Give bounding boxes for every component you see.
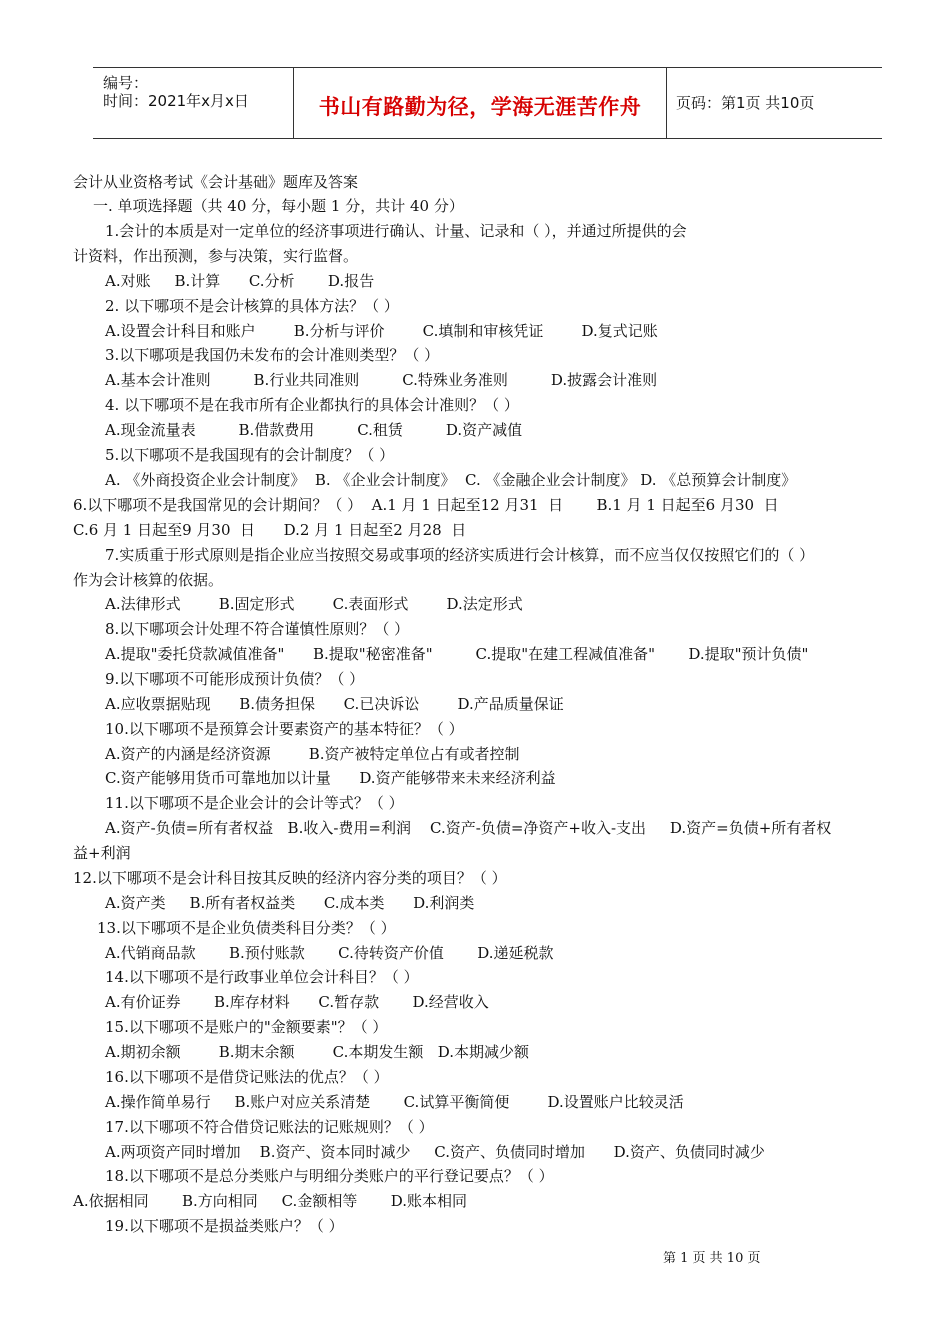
text-line: 14.以下哪项不是行政事业单位会计科目？（ ） xyxy=(105,968,419,986)
text-line: 16.以下哪项不是借贷记账法的优点？（ ） xyxy=(105,1068,389,1086)
text-line: A.应收票据贴现 B.债务担保 C.已决诉讼 D.产品质量保证 xyxy=(105,695,564,713)
text-line: A.期初余额 B.期末余额 C.本期发生额 D.本期减少额 xyxy=(105,1043,529,1061)
text-line: A.对账 B.计算 C.分析 D.报告 xyxy=(105,272,375,290)
text-line: 13.以下哪项不是企业负债类科目分类？（ ） xyxy=(97,919,396,937)
text-line: 4. 以下哪项不是在我市所有企业都执行的具体会计准则？（ ） xyxy=(105,396,519,414)
text-line: A.提取"委托贷款减值准备" B.提取"秘密准备" C.提取"在建工程减值准备" D.提取"预计负债" xyxy=(105,645,809,663)
text-line: 19.以下哪项不是损益类账户？（ ） xyxy=(105,1217,344,1235)
text-line: 计资料，作出预测，参与决策，实行监督。 xyxy=(73,247,359,265)
text-line: 作为会计核算的依据。 xyxy=(73,571,224,589)
text-line: A.资产-负债=所有者权益 B.收入-费用=利润 C.资产-负债=净资产+收入-支出 D.资产=负债+所有者权 xyxy=(105,819,832,837)
header-info-cell xyxy=(93,68,294,138)
page-footer: 第 1 页 共 10 页 xyxy=(663,1251,761,1266)
document-number-label: 编号： xyxy=(103,74,149,92)
text-line: A.基本会计准则 B.行业共同准则 C.特殊业务准则 D.披露会计准则 xyxy=(105,371,658,389)
text-line: 5.以下哪项不是我国现有的会计制度？（ ） xyxy=(105,446,395,464)
text-line: 9.以下哪项不可能形成预计负债？（ ） xyxy=(105,670,365,688)
text-line: 7.实质重于形式原则是指企业应当按照交易或事项的经济实质进行会计核算，而不应当仅仅按照它们的（ ） xyxy=(105,546,815,564)
text-line: A. 《外商投资企业会计制度》 B. 《企业会计制度》 C. 《金融企业会计制度》 D. 《总预算会计制度》 xyxy=(105,471,797,489)
text-line: A.资产类 B.所有者权益类 C.成本类 D.利润类 xyxy=(105,894,475,912)
text-line: 益+利润 xyxy=(73,844,131,862)
document-header xyxy=(93,67,882,139)
text-line: 会计从业资格考试《会计基础》题库及答案 xyxy=(73,173,359,191)
document-time-label: 时间：2021年x月x日 xyxy=(103,92,249,110)
page-number-label: 页码：第1页 共10页 xyxy=(676,94,815,112)
text-line: A.设置会计科目和账户 B.分析与评价 C.填制和审核凭证 D.复式记账 xyxy=(105,322,658,340)
text-line: 2. 以下哪项不是会计核算的具体方法？（ ） xyxy=(105,297,399,315)
text-line: 6.以下哪项不是我国常见的会计期间？（ ） A.1 月 1 日起至12 月31 日 B.1 月 1 日起至6 月30 日 xyxy=(73,496,779,514)
text-line: 15.以下哪项不是账户的"金额要素"？（ ） xyxy=(105,1018,388,1036)
text-line: A.资产的内涵是经济资源 B.资产被特定单位占有或者控制 xyxy=(105,745,520,763)
header-motto-cell xyxy=(294,68,667,138)
text-line: 18.以下哪项不是总分类账户与明细分类账户的平行登记要点？（ ） xyxy=(105,1167,554,1185)
text-line: 10.以下哪项不是预算会计要素资产的基本特征？（ ） xyxy=(105,720,464,738)
text-line: A.现金流量表 B.借款费用 C.租赁 D.资产减值 xyxy=(105,421,523,439)
text-line: C.资产能够用货币可靠地加以计量 D.资产能够带来未来经济利益 xyxy=(105,769,556,787)
text-line: 8.以下哪项会计处理不符合谨慎性原则？（ ） xyxy=(105,620,410,638)
text-line: A.有价证券 B.库存材料 C.暂存款 D.经营收入 xyxy=(105,993,489,1011)
text-line: 3.以下哪项是我国仍未发布的会计准则类型？（ ） xyxy=(105,346,440,364)
text-line: A.操作简单易行 B.账户对应关系清楚 C.试算平衡简便 D.设置账户比较灵活 xyxy=(105,1093,684,1111)
text-line: C.6 月 1 日起至9 月30 日 D.2 月 1 日起至2 月28 日 xyxy=(73,521,467,539)
text-line: A.代销商品款 B.预付账款 C.待转资产价值 D.递延税款 xyxy=(105,944,554,962)
header-page-cell xyxy=(668,68,882,138)
text-line: A.依据相同 B.方向相同 C.金额相等 D.账本相同 xyxy=(73,1192,467,1210)
text-line: 17.以下哪项不符合借贷记账法的记账规则？（ ） xyxy=(105,1118,434,1136)
text-line: 12.以下哪项不是会计科目按其反映的经济内容分类的项目？（ ） xyxy=(73,869,507,887)
text-line: 1.会计的本质是对一定单位的经济事项进行确认、计量、记录和（ ），并通过所提供的会 xyxy=(105,222,687,240)
text-line: A.法律形式 B.固定形式 C.表面形式 D.法定形式 xyxy=(105,595,523,613)
text-line: 一. 单项选择题（共 40 分，每小题 1 分，共计 40 分） xyxy=(93,197,464,215)
motto-text: 书山有路勤为径，学海无涯苦作舟 xyxy=(318,95,642,119)
text-line: 11.以下哪项不是企业会计的会计等式？（ ） xyxy=(105,794,404,812)
text-line: A.两项资产同时增加 B.资产、资本同时减少 C.资产、负债同时增加 D.资产、负债同时减少 xyxy=(105,1143,765,1161)
